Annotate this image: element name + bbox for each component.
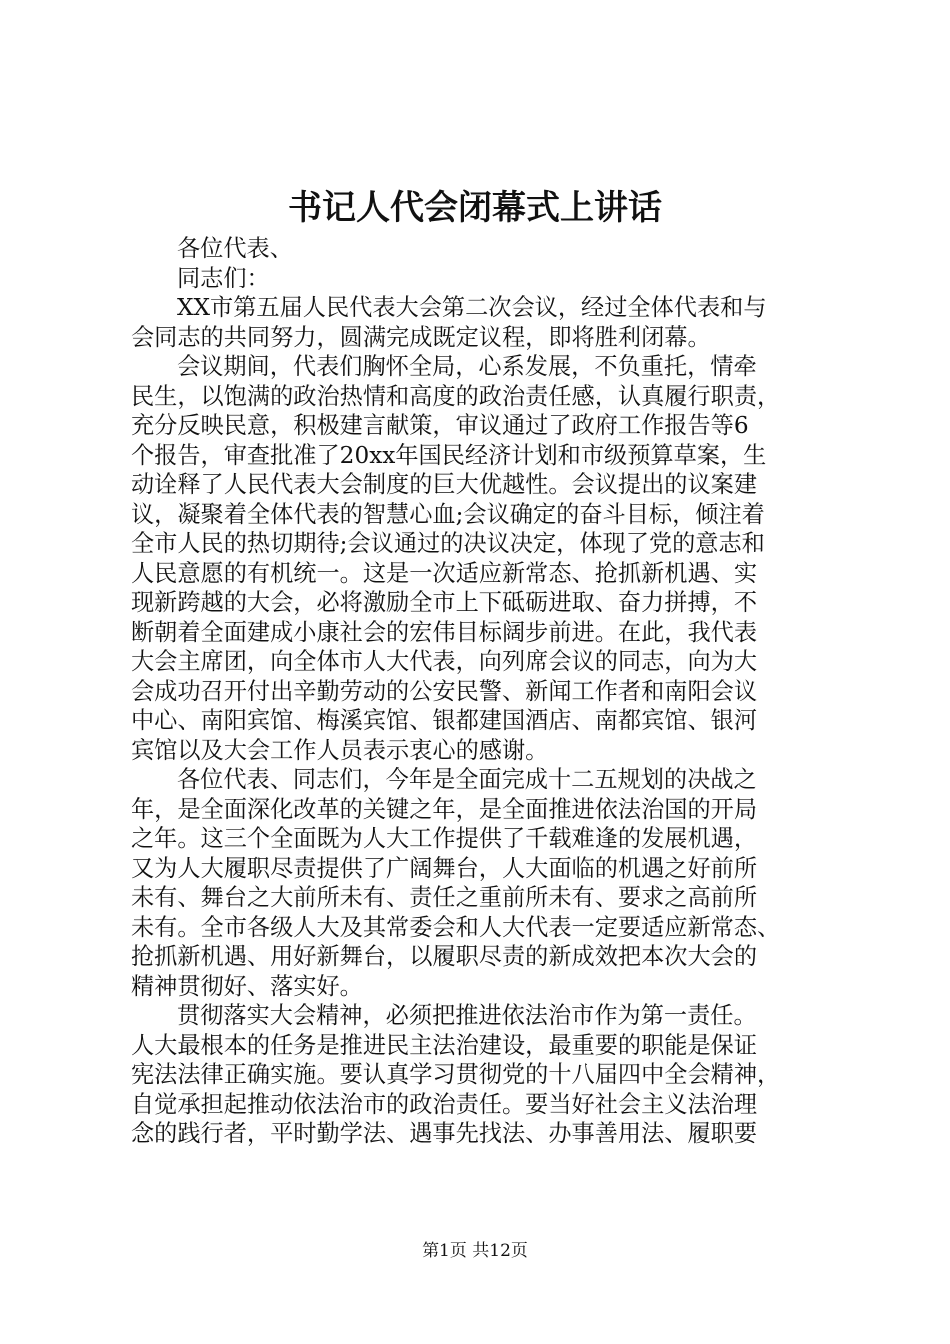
text-line: 未有。全市各级人大及其常委会和人大代表一定要适应新常态、 xyxy=(131,913,781,941)
text-line: 抢抓新机遇、用好新舞台，以履职尽责的新成效把本次大会的 xyxy=(131,943,758,970)
text-line: 年，是全面深化改革的关键之年，是全面推进依法治国的开局 xyxy=(131,795,758,823)
text-line: XX市第五届人民代表大会第二次会议，经过全体代表和与 xyxy=(177,294,767,321)
text-line: 中心、南阳宾馆、梅溪宾馆、银都建国酒店、南都宾馆、银河 xyxy=(131,707,758,734)
text-line: 议，凝聚着全体代表的智慧心血;会议确定的奋斗目标，倾注着 xyxy=(131,500,765,528)
text-line: 个报告，审查批准了20xx年国民经济计划和市级预算草案，生 xyxy=(131,441,767,469)
text-line: 又为人大履职尽责提供了广阔舞台，人大面临的机遇之好前所 xyxy=(131,854,758,882)
page-number-footer: 第1页 共12页 xyxy=(422,1241,528,1261)
text-line: 会同志的共同努力，圆满完成既定议程，即将胜利闭幕。 xyxy=(131,323,711,351)
text-line: 会议期间，代表们胸怀全局，心系发展，不负重托，情牵 xyxy=(177,353,757,380)
text-line: 现新跨越的大会，必将激励全市上下砥砺进取、奋力拼搏，不 xyxy=(131,589,758,616)
text-line: 贯彻落实大会精神，必须把推进依法治市作为第一责任。 xyxy=(177,1002,757,1029)
text-line: 同志们： xyxy=(177,264,270,292)
page-title: 书记人代会闭幕式上讲话 xyxy=(288,188,662,228)
text-line: 民生，以饱满的政治热情和高度的政治责任感，认真履行职责， xyxy=(131,382,781,410)
text-line: 大会主席团，向全体市人大代表，向列席会议的同志，向为大 xyxy=(131,648,758,675)
text-line: 念的践行者，平时勤学法、遇事先找法、办事善用法、履职要 xyxy=(131,1120,758,1147)
text-line: 会成功召开付出辛勤劳动的公安民警、新闻工作者和南阳会议 xyxy=(131,677,758,705)
text-line: 宪法法律正确实施。要认真学习贯彻党的十八届四中全会精神， xyxy=(131,1061,781,1088)
text-line: 之年。这三个全面既为人大工作提供了千载难逢的发展机遇， xyxy=(131,825,758,852)
text-line: 充分反映民意，积极建言献策，审议通过了政府工作报告等6 xyxy=(131,412,749,439)
text-line: 全市人民的热切期待;会议通过的决议决定，体现了党的意志和 xyxy=(131,530,765,557)
text-line: 人大最根本的任务是推进民主法治建设，最重要的职能是保证 xyxy=(131,1031,758,1059)
text-line: 断朝着全面建成小康社会的宏伟目标阔步前进。在此，我代表 xyxy=(131,618,758,646)
text-line: 未有、舞台之大前所未有、责任之重前所未有、要求之高前所 xyxy=(131,884,758,911)
text-line: 各位代表、 xyxy=(177,235,293,262)
text-line: 各位代表、同志们，今年是全面完成十二五规划的决战之 xyxy=(177,766,757,793)
text-line: 自觉承担起推动依法治市的政治责任。要当好社会主义法治理 xyxy=(131,1090,758,1118)
text-line: 精神贯彻好、落实好。 xyxy=(131,972,363,1000)
document-body xyxy=(131,234,829,1149)
text-line: 动诠释了人民代表大会制度的巨大优越性。会议提出的议案建 xyxy=(131,471,758,498)
text-line: 人民意愿的有机统一。这是一次适应新常态、抢抓新机遇、实 xyxy=(131,559,758,587)
text-line: 宾馆以及大会工作人员表示衷心的感谢。 xyxy=(131,736,549,764)
